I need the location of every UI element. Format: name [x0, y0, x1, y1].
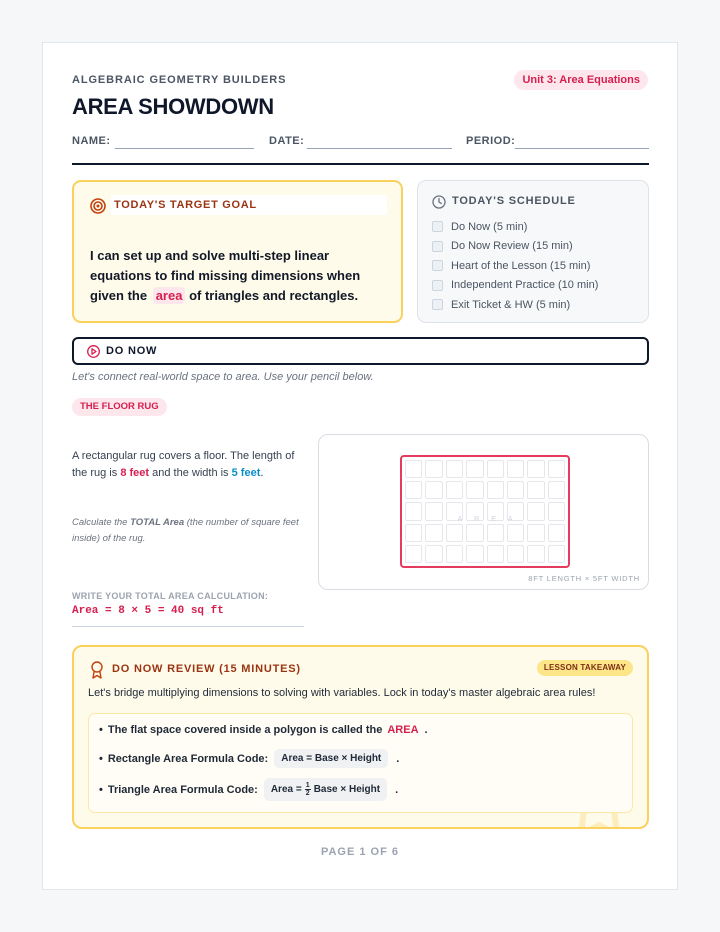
rule3-text: Triangle Area Formula Code:	[107, 783, 258, 796]
rule-rectangle-formula	[99, 749, 399, 768]
grid-square	[425, 524, 442, 542]
goal-text-start: I can set up and solve multi-step linear equations to find missing dimensions when given the	[90, 248, 361, 303]
grid-square	[548, 460, 565, 478]
grid-square	[405, 460, 422, 478]
fraction-denominator: 2	[305, 790, 310, 797]
rule-area-definition	[99, 724, 428, 736]
rule2-text: Rectangle Area Formula Code:	[107, 752, 269, 765]
rule1-period: .	[424, 724, 428, 736]
area-rules-box	[88, 713, 633, 813]
grid-square	[548, 524, 565, 542]
target-icon	[90, 198, 106, 214]
schedule-item	[432, 256, 598, 276]
grid-square	[446, 460, 463, 478]
rule1-area-word: AREA	[387, 724, 419, 736]
date-label: DATE:	[269, 135, 305, 147]
schedule-item-label: Do Now (5 min)	[451, 220, 528, 233]
schedule-checkbox[interactable]	[432, 280, 443, 291]
grid-square	[446, 481, 463, 499]
bullet: •	[99, 783, 103, 796]
page-number: PAGE 1 OF 6	[320, 846, 400, 858]
grid-square	[487, 545, 504, 563]
calculation-instructions	[72, 515, 308, 547]
schedule-item	[432, 276, 598, 296]
rule-triangle-formula	[99, 778, 398, 801]
schedule-card	[417, 180, 649, 323]
play-icon	[87, 345, 100, 358]
do-now-review-card	[72, 645, 649, 829]
triangle-formula-code	[264, 778, 387, 801]
goal-highlight-area: area	[153, 287, 186, 304]
schedule-item-label: Independent Practice (10 min)	[451, 279, 599, 292]
schedule-item-label: Exit Ticket & HW (5 min)	[451, 298, 571, 311]
target-goal-card	[72, 180, 403, 323]
grid-square	[405, 524, 422, 542]
problem-text-c: .	[260, 467, 264, 479]
grid-square	[425, 460, 442, 478]
answer-line	[72, 626, 304, 627]
rug-width: 5 feet	[231, 467, 261, 479]
grid-square	[507, 545, 524, 563]
schedule-list	[432, 217, 598, 315]
rule3-period: .	[395, 783, 399, 796]
rug-diagram	[318, 434, 649, 590]
schedule-checkbox[interactable]	[432, 241, 443, 252]
grid-square	[527, 524, 544, 542]
grid-square	[466, 481, 483, 499]
grid-square	[405, 481, 422, 499]
grid-square	[548, 545, 565, 563]
fraction-numerator: 1	[305, 782, 310, 789]
schedule-heading: TODAY'S SCHEDULE	[452, 195, 576, 207]
problem-text-a: A rectangular rug covers a floor. The length of the rug is	[72, 450, 295, 479]
grid-square	[425, 481, 442, 499]
square-feet-grid	[405, 460, 565, 563]
do-now-section-header	[72, 337, 649, 365]
rule2-period: .	[396, 752, 400, 765]
grid-square	[405, 545, 422, 563]
name-field[interactable]	[115, 148, 254, 149]
review-heading: DO NOW REVIEW (15 MINUTES)	[112, 663, 301, 675]
calculation-answer[interactable]: Area = 8 × 5 = 40 sq ft	[72, 605, 224, 617]
instr-bold: TOTAL Area	[130, 517, 185, 528]
calculation-label: WRITE YOUR TOTAL AREA CALCULATION:	[72, 591, 269, 601]
worksheet-page	[42, 42, 678, 890]
goal-text-end: of triangles and rectangles.	[189, 288, 359, 303]
period-field[interactable]	[515, 148, 649, 149]
course-kicker: ALGEBRAIC GEOMETRY BUILDERS	[72, 74, 287, 86]
grid-square	[425, 545, 442, 563]
date-field[interactable]	[307, 148, 452, 149]
schedule-item-label: Heart of the Lesson (15 min)	[451, 259, 591, 272]
schedule-item-label: Do Now Review (15 min)	[451, 240, 573, 253]
grid-square	[507, 481, 524, 499]
schedule-checkbox[interactable]	[432, 221, 443, 232]
triangle-code-start: Area =	[270, 784, 302, 796]
grid-square	[466, 524, 483, 542]
do-now-label: DO NOW	[106, 345, 158, 357]
one-half-fraction	[305, 782, 311, 797]
grid-square	[487, 481, 504, 499]
name-label: NAME:	[72, 135, 111, 147]
bullet: •	[99, 724, 103, 736]
rectangle-formula-code: Area = Base × Height	[274, 749, 388, 768]
rule1-text: The flat space covered inside a polygon is called the	[107, 724, 383, 736]
review-intro: Let's bridge multiplying dimensions to solving with variables. Lock in today's master algebraic area rules!	[88, 687, 596, 699]
grid-square	[466, 460, 483, 478]
grid-square	[548, 481, 565, 499]
clock-icon	[432, 195, 446, 209]
do-now-subtitle: Let's connect real-world space to area. Use your pencil below.	[72, 371, 374, 383]
grid-square	[527, 545, 544, 563]
page-title: AREA SHOWDOWN	[72, 94, 274, 119]
goal-heading: TODAY'S TARGET GOAL	[111, 195, 387, 215]
grid-square	[446, 545, 463, 563]
schedule-checkbox[interactable]	[432, 260, 443, 271]
grid-square	[466, 545, 483, 563]
grid-square	[527, 481, 544, 499]
grid-square	[487, 524, 504, 542]
unit-badge: Unit 3: Area Equations	[514, 70, 648, 90]
bullet: •	[99, 752, 103, 765]
instr-text-b: (the number of square feet inside) of the rug.	[72, 517, 299, 544]
period-label: PERIOD:	[466, 135, 516, 147]
goal-statement	[90, 246, 390, 306]
header-divider	[72, 163, 649, 165]
award-icon	[90, 661, 104, 679]
rug-length: 8 feet	[120, 467, 150, 479]
problem-text-b: and the width is	[152, 467, 229, 479]
lesson-takeaway-badge: LESSON TAKEAWAY	[537, 660, 633, 676]
grid-square	[527, 460, 544, 478]
triangle-code-end: Base × Height	[313, 784, 381, 796]
floor-rug-badge: THE FLOOR RUG	[72, 398, 167, 416]
schedule-item	[432, 237, 598, 257]
rug-area-watermark: AREA	[457, 516, 525, 523]
dimension-caption: 8FT LENGTH × 5FT WIDTH	[528, 574, 640, 583]
schedule-item	[432, 217, 598, 237]
rug-rectangle	[400, 455, 570, 568]
instr-text-a: Calculate the	[72, 517, 128, 528]
grid-square	[507, 524, 524, 542]
rug-problem-text	[72, 448, 308, 482]
schedule-checkbox[interactable]	[432, 299, 443, 310]
schedule-item	[432, 295, 598, 315]
grid-square	[446, 524, 463, 542]
grid-square	[487, 460, 504, 478]
grid-square	[507, 460, 524, 478]
